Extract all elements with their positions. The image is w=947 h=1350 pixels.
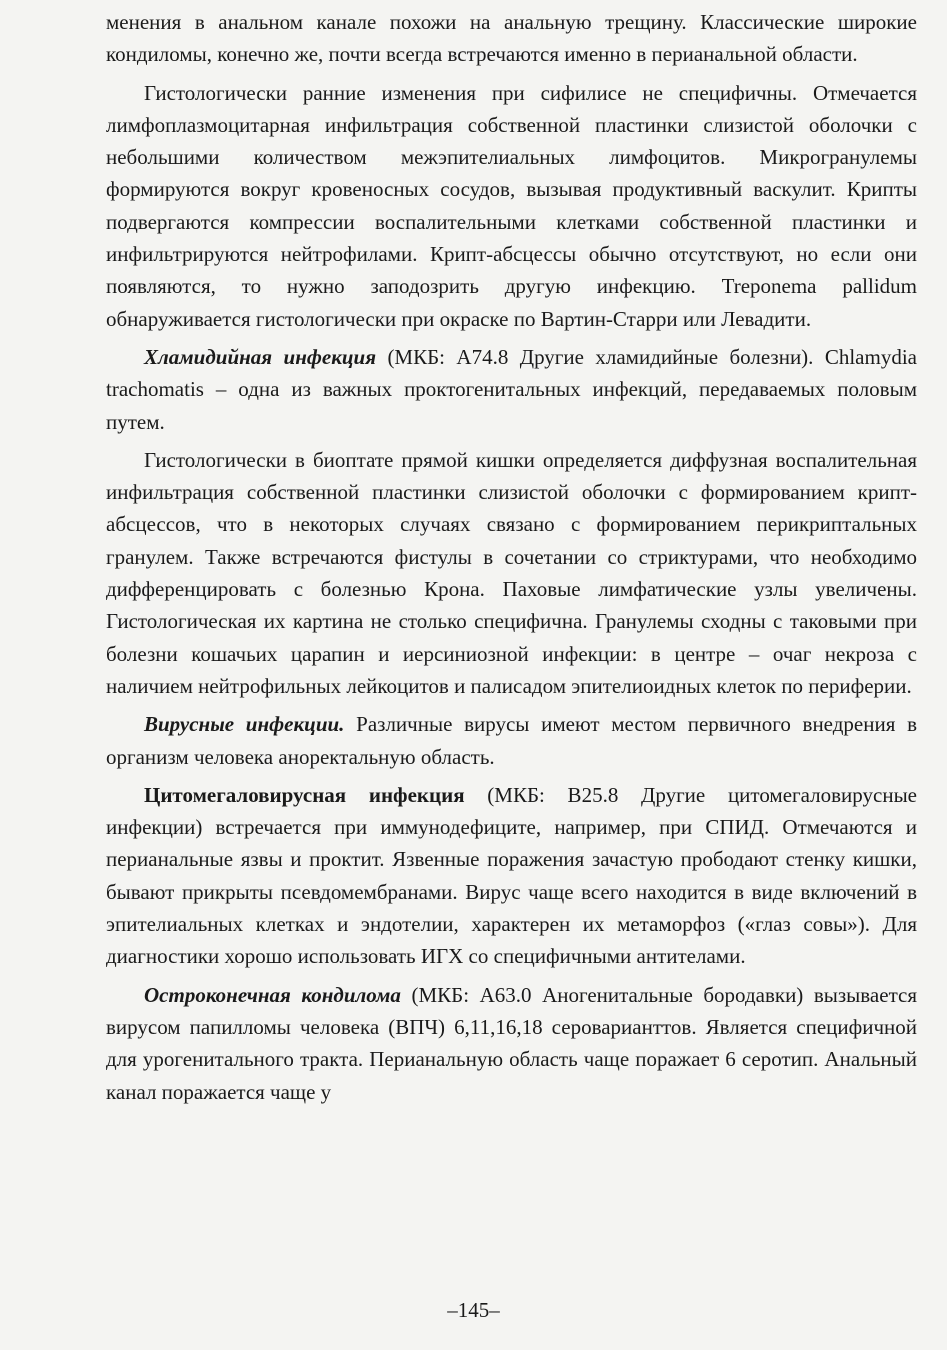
paragraph-text: менения в анальном канале похожи на анальную трещину. Классические широкие кондиломы, конечно же, почти всегда встречаются именно в перианальной области. (106, 10, 917, 67)
paragraph-text: Различные вирусы имеют местом первичного внедрения в организм человека аноректальную область. (106, 712, 917, 769)
section-term-condyloma: Остроконечная кондилома (144, 982, 401, 1007)
section-term-viral: Вирусные инфекции. (144, 712, 345, 737)
paragraph-syphilis-histology (106, 77, 917, 335)
paragraph-text: (МКБ: B25.8 Другие цитомегаловирусные инфекции) встречается при иммунодефиците, например, при СПИД. Отмечаются и перианальные язвы и проктит. Язвенные поражения зачастую прободают стенку кишки, бывают прикрыты псевдомембранами. Вирус чаще всего находится в виде включений в эпителиальных клетках и эндотелии, характерен их метаморфоз («глаз совы»). Для диагностики хорошо использовать ИГХ со специфичными антителами. (106, 782, 917, 969)
paragraph-condyloma (106, 979, 917, 1108)
paragraph-text: Гистологически ранние изменения при сифилисе не специфичны. Отмечается лимфоплазмоцитарная инфильтрация собственной пластинки слизистой оболочки с небольшими количеством межэпителиальных лимфоцитов. Микрогранулемы формируются вокруг кровеносных сосудов, вызывая продуктивный васкулит. Крипты подвергаются компрессии воспалительными клетками собственной пластинки и инфильтрируются нейтрофилами. Крипт-абсцессы обычно отсутствуют, но если они появляются, то нужно заподозрить другую инфекцию. Treponema pallidum обнаруживается гистологически при окраске по Вартин-Старри или Левадити. (106, 80, 917, 331)
paragraph-anal-canal-changes (106, 6, 917, 71)
paragraph-cytomegalovirus (106, 779, 917, 973)
paragraph-viral-infections (106, 708, 917, 773)
section-term-cmv: Цитомегаловирусная инфекция (144, 782, 465, 807)
paragraph-text: (МКБ: A63.0 Аногенитальные бородавки) вызывается вирусом папилломы человека (ВПЧ) 6,11,16,18 сероварианттов. Является специфичной для урогенитального тракта. Перианальную область чаще поражает 6 серотип. Анальный канал поражается чаще у (106, 982, 917, 1104)
paragraph-text: (МКБ: A74.8 Другие хламидийные болезни). Chlamydia trachomatis – одна из важных проктогенитальных инфекций, передаваемых половым путем. (106, 344, 917, 434)
paragraph-chlamydia-histology (106, 444, 917, 702)
paragraph-text: Гистологически в биоптате прямой кишки определяется диффузная воспалительная инфильтрация собственной пластинки слизистой оболочки с формированием крипт-абсцессов, что в некоторых случаях связано с формированием перикриптальных гранулем. Также встречаются фистулы в сочетании со стриктурами, что необходимо дифференцировать с болезнью Крона. Паховые лимфатические узлы увеличены. Гистологическая их картина не столько специфична. Гранулемы сходны с таковыми при болезни кошачьих царапин и иерсиниозной инфекции: в центре – очаг некроза с наличием нейтрофильных лейкоцитов и палисадом эпителиоидных клеток по периферии. (106, 447, 917, 698)
paragraph-chlamydia (106, 341, 917, 438)
page-number: –145– (447, 1298, 500, 1322)
section-term-chlamydia: Хламидийная инфекция (144, 344, 377, 369)
